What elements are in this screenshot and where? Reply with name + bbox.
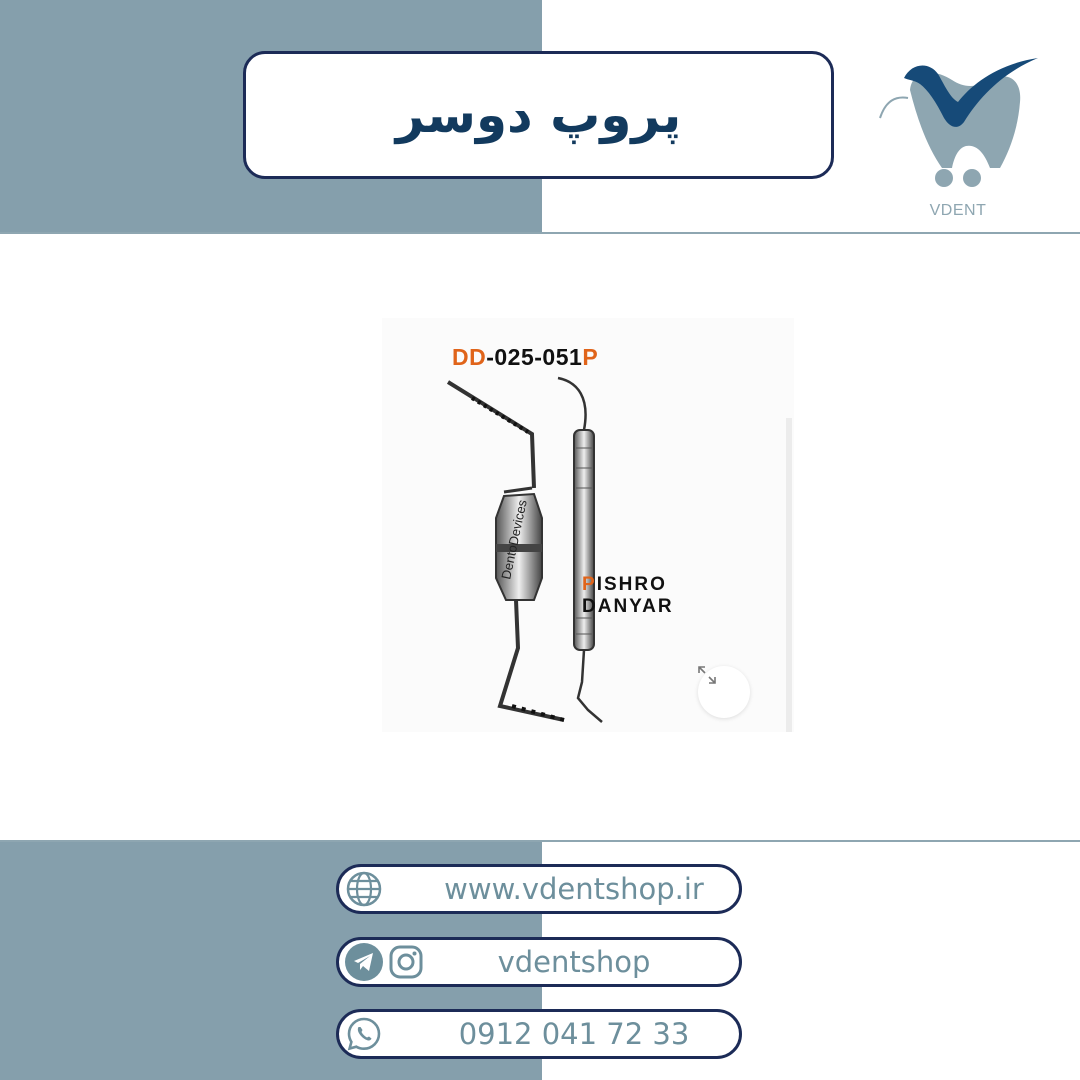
footer-band: [0, 840, 1080, 1080]
phone-text[interactable]: 0912 041 72 33: [458, 1017, 690, 1051]
product-code-suffix: P: [582, 344, 599, 370]
product-code-number: -025-051: [486, 344, 583, 370]
title-box: [243, 51, 834, 179]
globe-icon: [345, 870, 383, 908]
zoom-button[interactable]: [698, 666, 750, 718]
logo-text: VDENT: [929, 202, 987, 219]
social-pill[interactable]: [336, 937, 742, 987]
product-code-prefix: DD: [452, 344, 487, 370]
brand-line2: DANYAR: [582, 596, 674, 617]
vdent-logo: [872, 40, 1044, 225]
product-image: [382, 318, 794, 732]
tooth-cart-icon: [872, 40, 1044, 205]
page-title: پروپ دوسر: [395, 86, 682, 144]
expand-icon: [698, 666, 716, 684]
whatsapp-icon: [345, 1015, 383, 1053]
product-code: [452, 344, 598, 371]
social-handle-text[interactable]: vdentshop: [497, 945, 651, 979]
watermark-text: DentoDevices: [498, 498, 530, 581]
website-text[interactable]: www.vdentshop.ir: [444, 872, 704, 906]
website-pill[interactable]: [336, 864, 742, 914]
brand-initial: P: [582, 574, 597, 595]
phone-pill[interactable]: [336, 1009, 742, 1059]
brand-label: [582, 574, 674, 618]
header-band: [0, 0, 1080, 234]
telegram-icon[interactable]: [345, 943, 383, 981]
brand-line1: ISHRO: [596, 574, 667, 595]
